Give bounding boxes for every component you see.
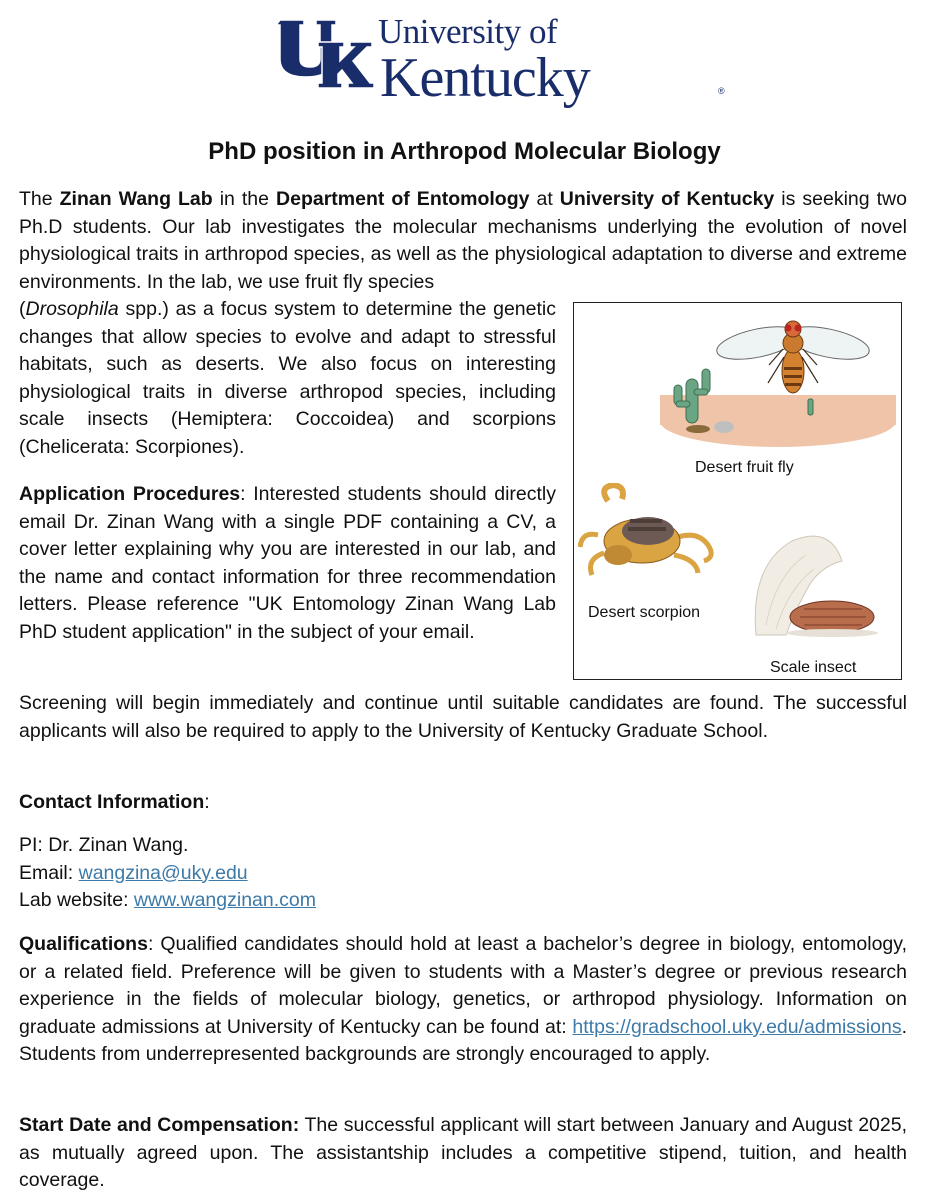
logo-line-university: University of xyxy=(378,12,558,51)
start-date-text: The successful applicant will start between January and August 2025, as mutually agreed upon. The assistantship includes a competitive stipend, tuition, and health coverage. xyxy=(19,1114,907,1192)
intro-text: is seeking two Ph.D students. Our lab investigates the molecular mechanisms underlying the evolution of novel physiological traits in arthropod species, as well as the physiological adaptation to diverse and extreme environments. In the lab, we use fruit fly species xyxy=(19,188,907,293)
intro-paragraph-continued xyxy=(19,296,556,462)
website-label: Lab website: xyxy=(19,889,134,912)
intro-text: at xyxy=(529,188,560,210)
caption-scorpion: Desert scorpion xyxy=(588,604,701,621)
contact-details xyxy=(19,832,907,915)
start-date-heading: Start Date and Compensation: xyxy=(19,1114,300,1136)
desert-fruit-fly-illustration xyxy=(658,309,898,449)
screening-paragraph: Screening will begin immediately and continue until suitable candidates are found. The successful applicants will also be required to apply to the University of Kentucky Graduate School. xyxy=(19,692,907,742)
email-link[interactable]: wangzina@uky.edu xyxy=(78,861,248,884)
species-figure xyxy=(573,302,902,680)
start-date-paragraph xyxy=(19,1112,907,1195)
contact-heading: Contact Information xyxy=(19,791,205,813)
qualifications-heading: Qualifications xyxy=(19,933,148,955)
registered-mark: ® xyxy=(718,86,725,96)
desert-scorpion-illustration xyxy=(578,483,728,603)
intro-text: in the xyxy=(212,188,277,210)
logo-line-kentucky: Kentucky xyxy=(380,47,590,109)
genus-name: Drosophila xyxy=(25,298,119,320)
intro-text: ( xyxy=(19,298,26,320)
qualifications-paragraph xyxy=(19,931,907,1069)
qualifications-text: . Students from underrepresented backgrounds are strongly encouraged to apply. xyxy=(19,1015,907,1066)
email-label: Email: xyxy=(19,861,79,884)
intro-paragraph xyxy=(19,186,907,296)
uk-monogram-icon xyxy=(278,18,374,94)
university-name: University of Kentucky xyxy=(559,188,775,210)
application-text: : Interested students should directly email Dr. Zinan Wang with a single PDF containing a CV, a cover letter explaining why you are interested in our lab, and the name and contact information for three recommendation letters. Please reference "UK Entomology Zinan Wang Lab PhD student application" in the subject of your email. xyxy=(19,483,556,643)
qualifications-text: : Qualified candidates should hold at least a bachelor’s degree in biology, entomology, or a related field. Preference will be given to students with a Master’s degree or previous research experience in the fields of molecular biology, genetics, or arthropod physiology. Information on graduate admissions at University of Kentucky can be found at: xyxy=(19,933,907,1038)
intro-text: The xyxy=(19,188,60,210)
intro-text: spp.) as a focus system to determine the genetic changes that allow species to evolve and adapt to stressful habitats, such as deserts. We also focus on interesting physiological traits in diverse arthropod species, including scale insects (Hemiptera: Coccoidea) and scorpions (Chelicerata: Scorpiones). xyxy=(19,298,556,458)
lab-name: Zinan Wang Lab xyxy=(59,188,213,210)
application-paragraph xyxy=(19,481,556,647)
scale-insect-illustration xyxy=(746,525,896,645)
university-logo xyxy=(278,12,725,109)
contact-colon: : xyxy=(204,791,210,813)
application-heading: Application Procedures xyxy=(19,483,241,505)
admissions-link[interactable]: https://gradschool.uky.edu/admissions xyxy=(572,1015,902,1038)
pi-line: PI: Dr. Zinan Wang. xyxy=(19,834,189,856)
page-title: PhD position in Arthropod Molecular Biology xyxy=(208,138,721,165)
contact-heading-line xyxy=(19,789,907,817)
caption-fruit-fly: Desert fruit fly xyxy=(695,459,794,476)
email-line xyxy=(19,860,907,888)
website-link[interactable]: www.wangzinan.com xyxy=(133,889,316,912)
caption-scale-insect: Scale insect xyxy=(770,659,857,676)
department-name: Department of Entomology xyxy=(276,188,530,210)
website-line xyxy=(19,887,907,915)
